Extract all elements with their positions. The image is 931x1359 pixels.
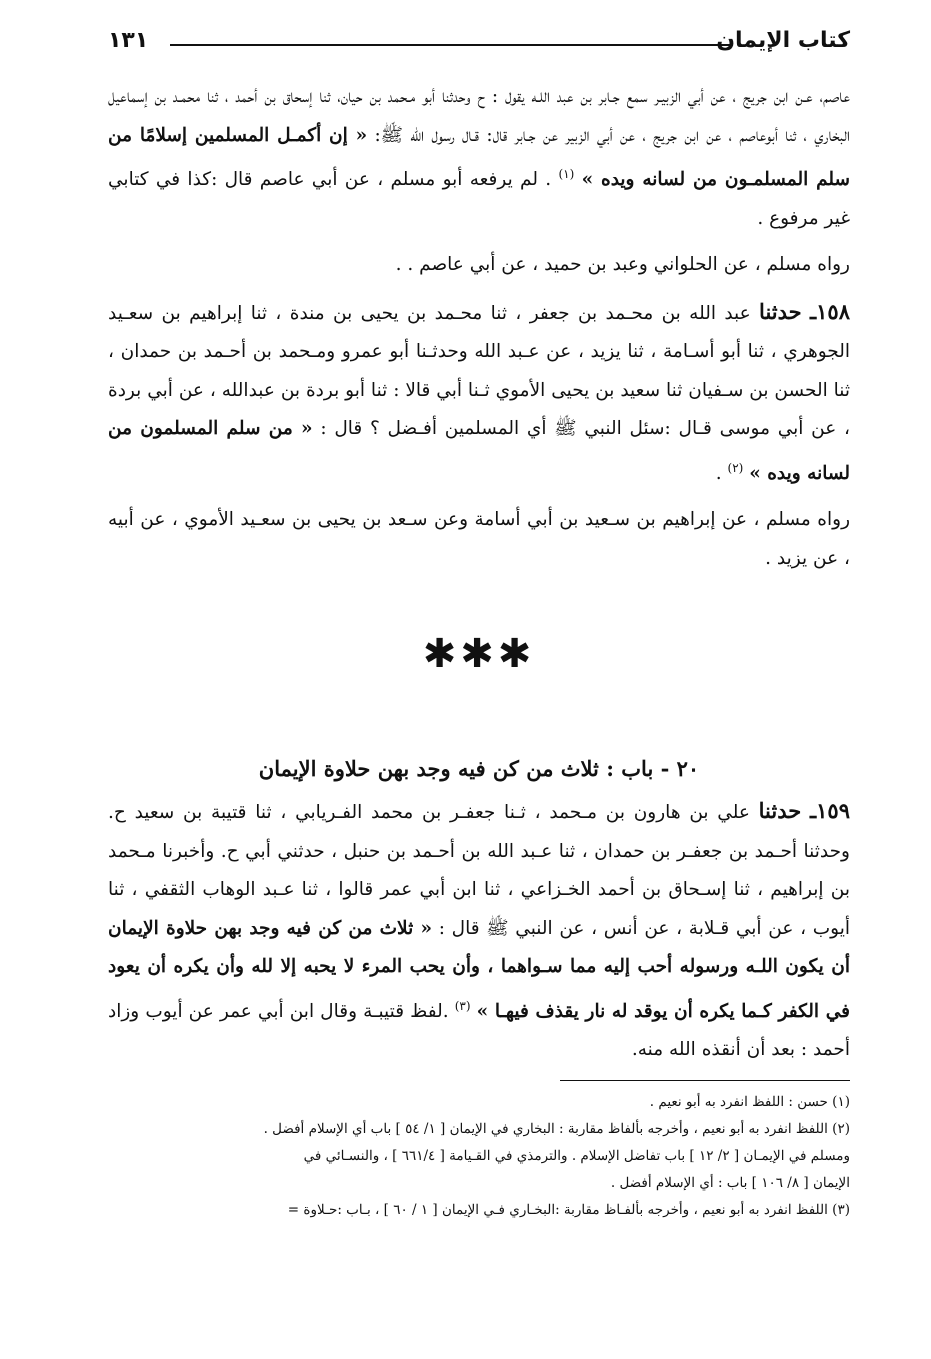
hadith-159 (108, 792, 850, 1070)
header-rule (170, 44, 730, 46)
footnote-rule (560, 1080, 850, 1089)
section-separator: ✱✱✱ (422, 631, 536, 678)
footnote-1: (١) حسن : اللفظ انفرد به أبو نعيم . (649, 1093, 850, 1110)
book-title: كتاب الإيمان (716, 28, 850, 53)
footnote-2-continued: الإيمان [ ٨/ ١٠٦ ] باب : أي الإسلام أفضل . (610, 1174, 850, 1191)
hadith-number: ١٥٨ـ (810, 298, 850, 324)
end-mark: . (715, 462, 722, 484)
isnad-text: عبد الله بن محـمد بن جعفر ، ثنا محـمد بن يحيى بن مندة ، ثنا إبراهيم بن سعـيد الجوهري ، ثنا أبو أسـامة ، ثنا يزيد ، عن عـبد الله وحدثـنا أبو عمرو ومـحمد بن أحـمد بن حمدان ، ثنا الحسن بن سـفيان ثنا سعيد بن يحيى الأموي ثـنا أبي قالا : ثنا أبو بردة بن عبدالله ، عن أبي بردة ، عن أبي موسى قـال :سئل النبي ﷺ أي المسلمين أفـضل ؟ قال : (108, 302, 850, 440)
riwayah-line: رواه مسلم ، عن إبراهيم بن سـعيد بن أبي أسامة وعن سـعد بن يحيى بن سعـيد الأموي ، عن أبيه ، عن يزيد . (108, 509, 850, 569)
haddathana-word: حدثنا (759, 298, 802, 324)
hadith-157-tail (108, 78, 850, 238)
hadith-158 (108, 293, 850, 494)
matn-text: « من سلم المسلمون من لسانه ويده » (108, 418, 850, 484)
footnote-2: (٢) اللفظ انفرد به أبو نعيم ، وأخرجه بألفاظ مقاربة : البخاري في الإيمان [ ١/ ٥٤ ] باب أي الإسلام أفضل . (263, 1120, 850, 1137)
riwayah-line: رواه مسلم ، عن الحلواني وعبد بن حميد ، عن أبي عاصم . . (395, 254, 850, 276)
chapter-heading: ٢٠ - باب : ثلاث من كن فيه وجد بهن حلاوة الإيمان (258, 756, 700, 782)
matn-text: « ثلاث من كن فيه وجد بهن حلاوة الإيمان أن يكون اللـه ورسوله أحب إليه مما سـواهما ، وأن يحب المرء لا يحبه إلا لله وأن يكره أن يعود في الكفر كـما يكره أن يوقد له نار يقذف فيهـا » (108, 917, 850, 1022)
footnote-ref: (٢) (727, 460, 744, 475)
isnad-text: علي بن هارون بن مـحمد ، ثـنا جعفـر بن محمد الفـريابي ، ثنا قتيبة بن سعيد ح. وحدثنا أحـمد بن جعفـر بن حمدان ، ثنا عـبد الله بن أحـمد بن حنبل ، حدثني أبي ح. وأخبرنا مـحمد بن إبراهيم ، ثنا إسـحاق بن أحمد الخـزاعي ، ثنا ابن أبي عمر قالوا ، ثنا عـبد الوهاب الثقفي ، ثنا أيوب ، عن أبي قـلابة ، عن أنس ، عن النبي ﷺ قال : (108, 802, 850, 939)
haddathana-word: حدثنا (758, 798, 802, 824)
hadith-number: ١٥٩ـ (809, 798, 850, 824)
footnote-2-continued: ومسلم في الإيمـان [ ٢/ ١٢ ] باب تفاضل الإسلام . والترمذي في القـيامة [ ٦٦١/٤ ] ، والنسـائي في (303, 1147, 850, 1164)
isnad-text: عاصم، عـن ابن جريج ، عن أبي الزبيـر سمع جـابر بن عبد اللـه يقول : ح وحدثنا أبو مـحمد بن حيان، ثنا إسحاق بن أحمد ، ثنا محمـد بن إسماعيل البخاري ، ثنا أبوعاصم ، عن ابن جريج ، عن أبي الزبير عن جـابر قال: قـال رسول الله ﷺ: (108, 86, 850, 146)
page-number: ١٣١ (108, 28, 149, 53)
matn-text: « إن أكمـل المسلمين إسلامًا من سلم المسلمـون من لسانه ويده » (108, 124, 851, 191)
footnote-ref: (١) (558, 167, 575, 181)
footnote-ref: (٣) (454, 998, 471, 1013)
document-page (108, 26, 850, 1224)
running-header (108, 26, 850, 66)
footnotes (108, 1089, 850, 1224)
comment-text: .لفظ قتيبـة وقال ابن أبي عمر عن أيوب وزاد أحمد : بعد أن أنقذه الله منه. (108, 1000, 850, 1061)
comment-text: . لم يرفعه أبو مسلم ، عن أبي عاصم قال :كذا في كتابي غير مرفوع . (108, 169, 850, 229)
footnote-3: (٣) اللفظ انفرد به أبو نعيم ، وأخرجه بألفـاظ مقاربة :البخـاري فـي الإيمان [ ١ / ٦٠ ] ، بـاب :حـلاوة = (287, 1201, 850, 1218)
